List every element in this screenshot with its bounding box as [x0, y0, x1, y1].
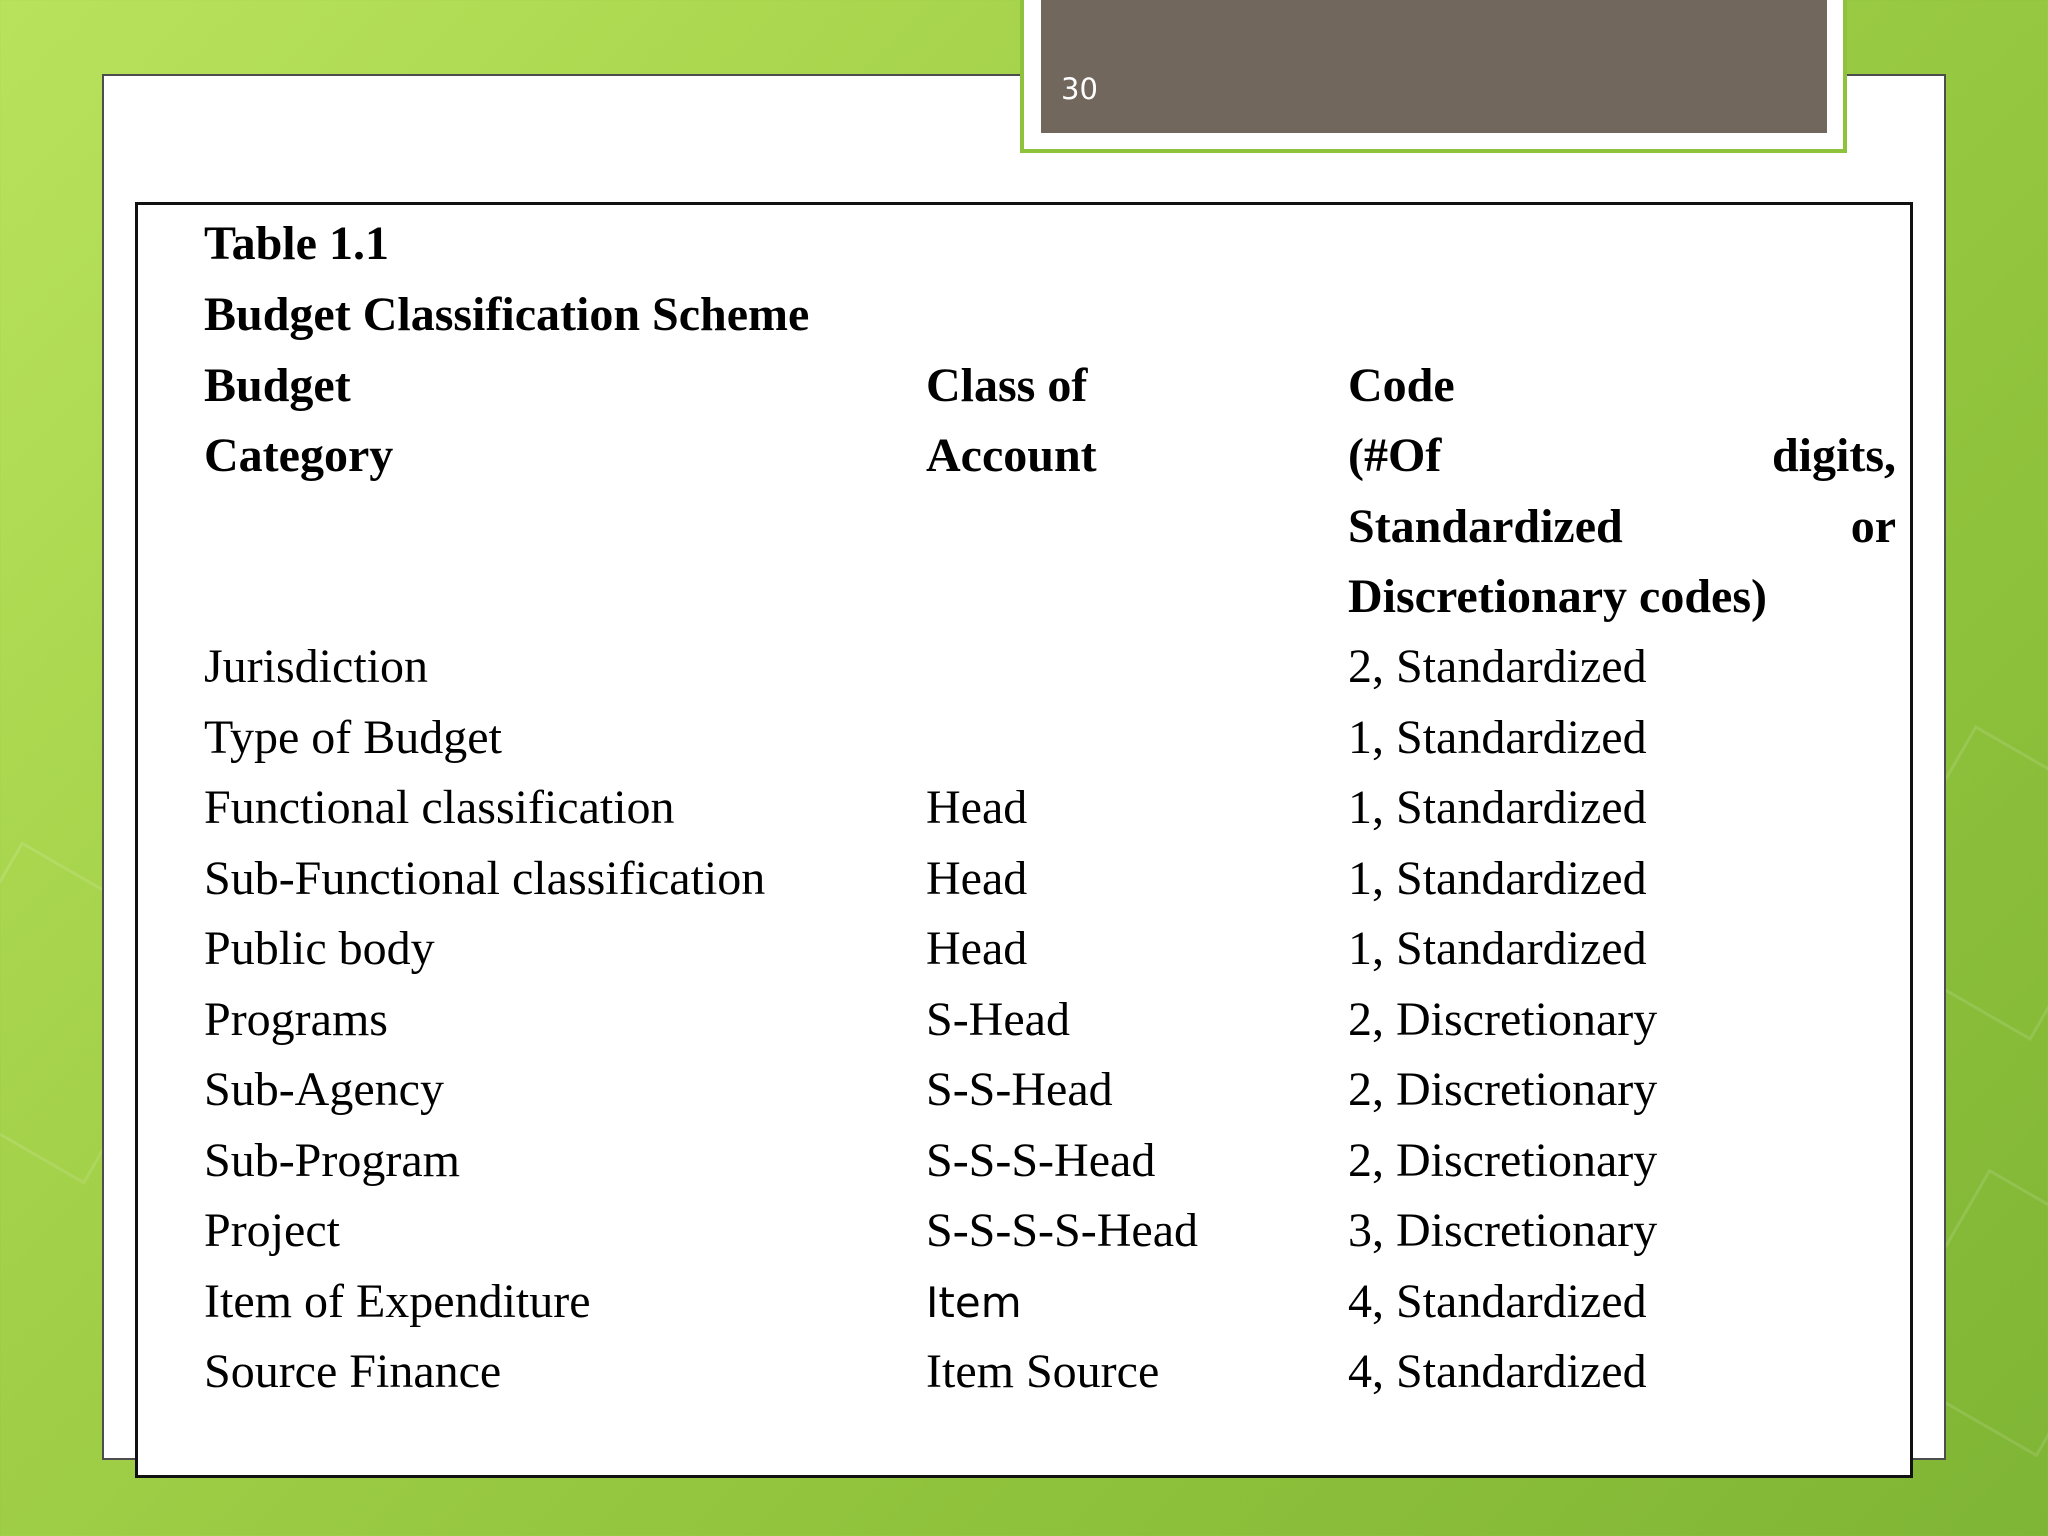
row-class: Item Source [926, 1345, 1160, 1398]
row-code: 4, Standardized [1348, 1275, 1647, 1328]
row-code: 4, Standardized [1348, 1345, 1647, 1398]
header-code-line2-left: (#Of [1348, 429, 1442, 482]
header-class-of-account-line1: Class of [926, 359, 1088, 412]
row-category: Jurisdiction [204, 640, 428, 693]
row-class: Head [926, 781, 1028, 834]
row-class: S-S-S-S-Head [926, 1204, 1198, 1257]
header-code-line3-right: or [1850, 500, 1896, 553]
row-code: 2, Standardized [1348, 640, 1647, 693]
row-class: Head [926, 852, 1028, 905]
row-category: Sub-Functional classification [204, 852, 766, 905]
header-code-line2-right: digits, [1771, 429, 1896, 482]
table-caption-title: Budget Classification Scheme [204, 288, 810, 341]
row-code: 2, Discretionary [1348, 1134, 1658, 1187]
row-category: Item of Expenditure [204, 1275, 591, 1328]
row-code: 3, Discretionary [1348, 1204, 1658, 1257]
row-category: Project [204, 1204, 340, 1257]
header-code-line2 [1348, 429, 1896, 482]
row-class: S-S-Head [926, 1063, 1113, 1116]
header-code-line1: Code [1348, 359, 1455, 412]
row-code: 2, Discretionary [1348, 993, 1658, 1046]
header-code-line3-left: Standardized [1348, 500, 1623, 553]
header-class-of-account-line2: Account [926, 429, 1097, 482]
header-code-line3 [1348, 500, 1896, 553]
row-class: S-S-S-Head [926, 1134, 1156, 1187]
row-code: 1, Standardized [1348, 781, 1647, 834]
row-category: Source Finance [204, 1345, 502, 1398]
row-code: 1, Standardized [1348, 852, 1647, 905]
header-code-line4: Discretionary codes) [1348, 570, 1768, 623]
row-category: Public body [204, 922, 435, 975]
table-caption-number: Table 1.1 [204, 217, 389, 270]
row-category: Programs [204, 993, 388, 1046]
slide-number: 30 [1061, 72, 1098, 106]
row-code: 1, Standardized [1348, 922, 1647, 975]
slide-number-banner [1041, 0, 1827, 133]
row-class: Head [926, 922, 1028, 975]
header-budget-category-line1: Budget [204, 359, 351, 412]
row-class: S-Head [926, 993, 1070, 1046]
row-code: 1, Standardized [1348, 711, 1647, 764]
row-category: Sub-Program [204, 1134, 460, 1187]
row-code: 2, Discretionary [1348, 1063, 1658, 1116]
row-class: Item [926, 1278, 1022, 1327]
row-category: Type of Budget [204, 711, 502, 764]
header-budget-category-line2: Category [204, 429, 394, 482]
row-category: Functional classification [204, 781, 675, 834]
row-category: Sub-Agency [204, 1063, 444, 1116]
